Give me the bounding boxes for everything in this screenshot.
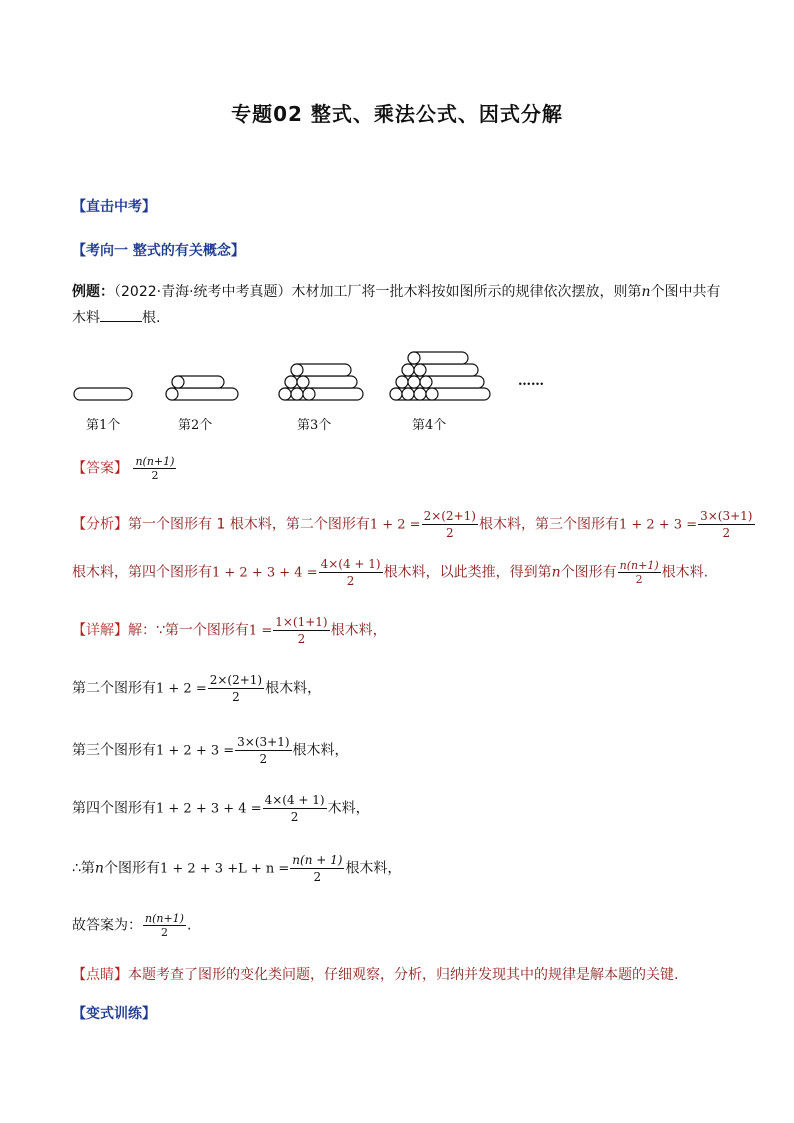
figure-label-4: 第4个 bbox=[412, 418, 447, 433]
fraction-denominator: 2 bbox=[346, 574, 355, 588]
analysis-label: 【分析】 bbox=[72, 516, 128, 533]
detail-text: 根木料， bbox=[330, 622, 387, 639]
detail-fraction bbox=[143, 912, 186, 939]
figure-label-3: 第3个 bbox=[297, 418, 332, 433]
log-end bbox=[291, 364, 303, 376]
section-header: 【直击中考】 bbox=[72, 199, 156, 215]
fraction-denominator: 2 bbox=[259, 752, 268, 766]
figure-1-logs bbox=[74, 388, 132, 400]
detail-text: 故答案为： bbox=[72, 917, 142, 934]
log-end bbox=[297, 376, 309, 388]
answer-denominator: 2 bbox=[151, 469, 159, 482]
detail-line-6 bbox=[72, 912, 191, 939]
detail-label: 【详解】 bbox=[72, 622, 128, 639]
detail-text: 根木料， bbox=[345, 860, 402, 877]
analysis-fraction bbox=[618, 559, 661, 586]
fraction-numerator: 2×(2+1) bbox=[209, 673, 263, 687]
example-line-1 bbox=[72, 281, 721, 301]
example-line-2 bbox=[72, 307, 160, 327]
figure-4-logs bbox=[390, 352, 490, 400]
figure-label-1: 第1个 bbox=[86, 418, 121, 433]
log-end bbox=[396, 376, 408, 388]
analysis-math: 1 + 2 = bbox=[369, 517, 421, 533]
answer-row bbox=[72, 455, 177, 482]
figure-3-logs bbox=[279, 364, 363, 400]
detail-math: 1 = bbox=[248, 623, 273, 639]
log-end bbox=[172, 376, 184, 388]
answer-numerator: n(n+1) bbox=[135, 455, 175, 468]
analysis-line-2 bbox=[72, 556, 708, 589]
fraction-numerator: 4×(4 + 1) bbox=[264, 793, 325, 807]
analysis-text: 根木料，第二个图形有 bbox=[229, 516, 370, 533]
fraction-denominator: 2 bbox=[297, 632, 306, 646]
detail-text: 第三个图形有 bbox=[72, 742, 156, 759]
fraction-denominator: 2 bbox=[160, 926, 168, 939]
comment-text: 本题考查了图形的变化类问题，仔细观察，分析，归纳并发现其中的规律是解本题的关键. bbox=[128, 967, 679, 983]
answer-blank bbox=[100, 307, 142, 322]
detail-fraction bbox=[290, 852, 344, 885]
fraction-numerator: 2×(2+1) bbox=[423, 509, 476, 523]
example-line2-end: 根. bbox=[142, 310, 161, 326]
detail-text: 个图形有 bbox=[103, 860, 160, 877]
log-end bbox=[166, 388, 178, 400]
fraction-numerator: 3×(3+1) bbox=[700, 509, 753, 523]
analysis-text: 1 bbox=[216, 516, 226, 533]
analysis-math: 1 + 2 + 3 + 4 = bbox=[212, 565, 318, 581]
log-end bbox=[420, 376, 432, 388]
detail-text: 根木料， bbox=[265, 680, 322, 697]
fraction-denominator: 2 bbox=[635, 573, 643, 586]
figure-ellipsis: …… bbox=[518, 374, 544, 389]
analysis-line-1 bbox=[72, 508, 756, 541]
fraction-denominator: 2 bbox=[232, 690, 240, 704]
analysis-text: 根木料，第四个图形有 bbox=[72, 564, 212, 581]
analysis-text: 根木料，第三个图形有 bbox=[478, 516, 619, 533]
log-end bbox=[414, 388, 426, 400]
detail-line-1 bbox=[72, 614, 387, 647]
figure-2-logs bbox=[166, 376, 238, 400]
log-end bbox=[402, 364, 414, 376]
analysis-fraction bbox=[422, 508, 478, 541]
fraction-numerator: 1×(1+1) bbox=[275, 615, 328, 629]
example-label: 例题： bbox=[72, 284, 114, 300]
analysis-text: 根木料. bbox=[661, 564, 709, 581]
example-var-n: n bbox=[641, 284, 651, 300]
detail-math: 1 + 2 + 3 + 4 = bbox=[156, 801, 262, 817]
detail-math: 1 + 2 + 3 = bbox=[156, 743, 235, 759]
fraction-denominator: 2 bbox=[313, 870, 322, 884]
answer-fraction bbox=[133, 455, 176, 482]
log-end bbox=[408, 376, 420, 388]
fraction-denominator: 2 bbox=[722, 526, 731, 540]
detail-line-2 bbox=[72, 672, 321, 705]
detail-fraction bbox=[263, 792, 327, 825]
answer-label: 【答案】 bbox=[72, 460, 128, 477]
page-title: 专题02 整式、乘法公式、因式分解 bbox=[231, 102, 563, 126]
log bbox=[74, 388, 132, 400]
analysis-text: 根木料，以此类推，得到第 bbox=[383, 564, 552, 581]
detail-line-3 bbox=[72, 734, 349, 767]
detail-text: . bbox=[186, 917, 192, 934]
analysis-fraction bbox=[698, 508, 754, 541]
example-line2-start: 木料 bbox=[72, 310, 100, 326]
analysis-text: 第一个图形有 bbox=[128, 516, 212, 533]
detail-line-4 bbox=[72, 792, 370, 825]
fraction-numerator: 4×(4 + 1) bbox=[320, 557, 381, 571]
detail-text: 木料， bbox=[327, 800, 370, 817]
log-end bbox=[414, 364, 426, 376]
detail-text: 第四个图形有 bbox=[72, 800, 156, 817]
detail-text: 根木料， bbox=[292, 742, 349, 759]
comment-label: 【点睛】 bbox=[72, 967, 128, 983]
detail-math: 1 + 2 = bbox=[156, 681, 207, 697]
detail-text: 第二个图形有 bbox=[72, 680, 156, 697]
fraction-denominator: 2 bbox=[290, 810, 299, 824]
analysis-var-n: n bbox=[551, 564, 561, 581]
detail-line-5 bbox=[72, 852, 401, 885]
topic-header: 【考向一 整式的有关概念】 bbox=[72, 243, 245, 259]
detail-fraction bbox=[273, 614, 329, 647]
log-end bbox=[285, 376, 297, 388]
analysis-math: 1 + 2 + 3 = bbox=[618, 517, 698, 533]
log-end bbox=[303, 388, 315, 400]
log-end bbox=[291, 388, 303, 400]
fraction-numerator: n(n+1) bbox=[145, 912, 184, 925]
detail-fraction bbox=[208, 672, 264, 705]
detail-var-n: n bbox=[94, 860, 104, 877]
example-text-end: 个图中共有 bbox=[650, 284, 721, 300]
fraction-denominator: 2 bbox=[445, 526, 454, 540]
detail-text: ∴第 bbox=[72, 860, 95, 877]
fraction-numerator: n(n+1) bbox=[619, 559, 659, 572]
log-end bbox=[279, 388, 291, 400]
comment-row bbox=[72, 964, 678, 984]
fraction-numerator: 3×(3+1) bbox=[237, 735, 290, 749]
practice-header: 【变式训练】 bbox=[72, 1006, 156, 1022]
figure-label-2: 第2个 bbox=[178, 418, 213, 433]
fraction-numerator: n(n + 1) bbox=[292, 853, 343, 867]
detail-text: 解：∵第一个图形有 bbox=[128, 622, 249, 639]
analysis-text: 个图形有 bbox=[560, 564, 617, 581]
log-end bbox=[408, 352, 420, 364]
example-text: （2022·青海·统考中考真题）木材加工厂将一批木料按如图所示的规律依次摆放，则第 bbox=[114, 284, 642, 300]
log-end bbox=[402, 388, 414, 400]
logs-figure bbox=[60, 340, 580, 410]
detail-fraction bbox=[235, 734, 291, 767]
detail-math: 1 + 2 + 3 +L + n = bbox=[159, 861, 290, 877]
log-end bbox=[390, 388, 402, 400]
analysis-fraction bbox=[319, 556, 383, 589]
log-end bbox=[426, 388, 438, 400]
